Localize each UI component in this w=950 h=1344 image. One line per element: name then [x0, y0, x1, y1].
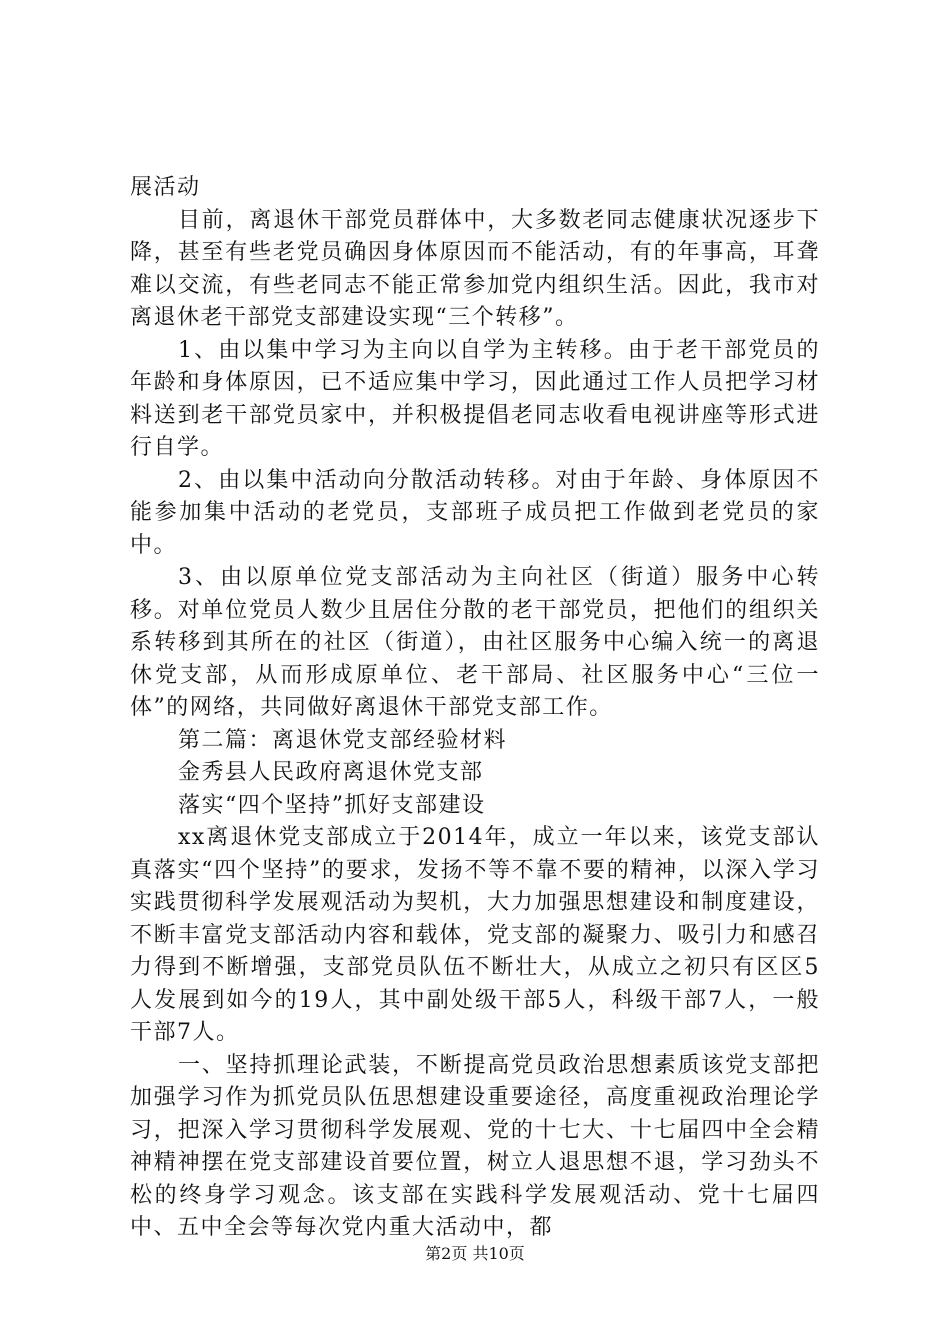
article-subtitle: 落实“四个坚持”抓好支部建设	[178, 792, 486, 818]
paragraph-body-1: xx离退休党支部成立于2014年，成立一年以来，该党支部认真落实“四个坚持”的要求，发扬不等不靠不要的精神，以深入学习实践贯彻科学发展观活动为契机，大力加强思想建设和制度建设，不断丰富党支部活动内容和载体，党支部的凝聚力、吸引力和感召力得到不断增强，支部党员队伍不断壮大，从成立之初只有区区5人发展到如今的19人，其中副处级干部5人，科级干部7人，一般干部7人。	[130, 825, 820, 1045]
section-title: 第二篇：离退休党支部经验材料	[178, 727, 508, 753]
page-number-footer: 第2页 共10页	[425, 1244, 525, 1263]
paragraph-intro: 目前，离退休干部党员群体中，大多数老同志健康状况逐步下降，甚至有些老党员确因身体原因而不能活动，有的年事高，耳聋难以交流，有些老同志不能正常参加党内组织生活。因此，我市对离退休老干部党支部建设实现“三个转移”。	[130, 207, 820, 330]
organization-name: 金秀县人民政府离退休党支部	[178, 760, 484, 785]
paragraph-item-3: 3、由以原单位党支部活动为主向社区（街道）服务中心转移。对单位党员人数少且居住分散的老干部党员，把他们的组织关系转移到其所在的社区（街道），由社区服务中心编入统一的离退休党支部，从而形成原单位、老干部局、社区服务中心“三位一体”的网络，共同做好离退休干部党支部工作。	[130, 565, 820, 720]
paragraph-item-2: 2、由以集中活动向分散活动转移。对由于年龄、身体原因不能参加集中活动的老党员，支部班子成员把工作做到老党员的家中。	[130, 467, 820, 558]
paragraph-continuation: 展活动	[130, 175, 201, 200]
paragraph-item-1: 1、由以集中学习为主向以自学为主转移。由于老干部党员的年龄和身体原因，已不适应集中学习，因此通过工作人员把学习材料送到老干部党员家中，并积极提倡老同志收看电视讲座等形式进行自学。	[130, 337, 820, 460]
document-content	[130, 172, 820, 1245]
paragraph-body-2: 一、坚持抓理论武装，不断提高党员政治思想素质该党支部把加强学习作为抓党员队伍思想建设重要途径，高度重视政治理论学习，把深入学习贯彻科学发展观、党的十七大、十七届四中全会精神精神摆在党支部建设首要位置，树立人退思想不退，学习劲头不松的终身学习观念。该支部在实践科学发展观活动、党十七届四中、五中全会等每次党内重大活动中，都	[130, 1052, 820, 1240]
